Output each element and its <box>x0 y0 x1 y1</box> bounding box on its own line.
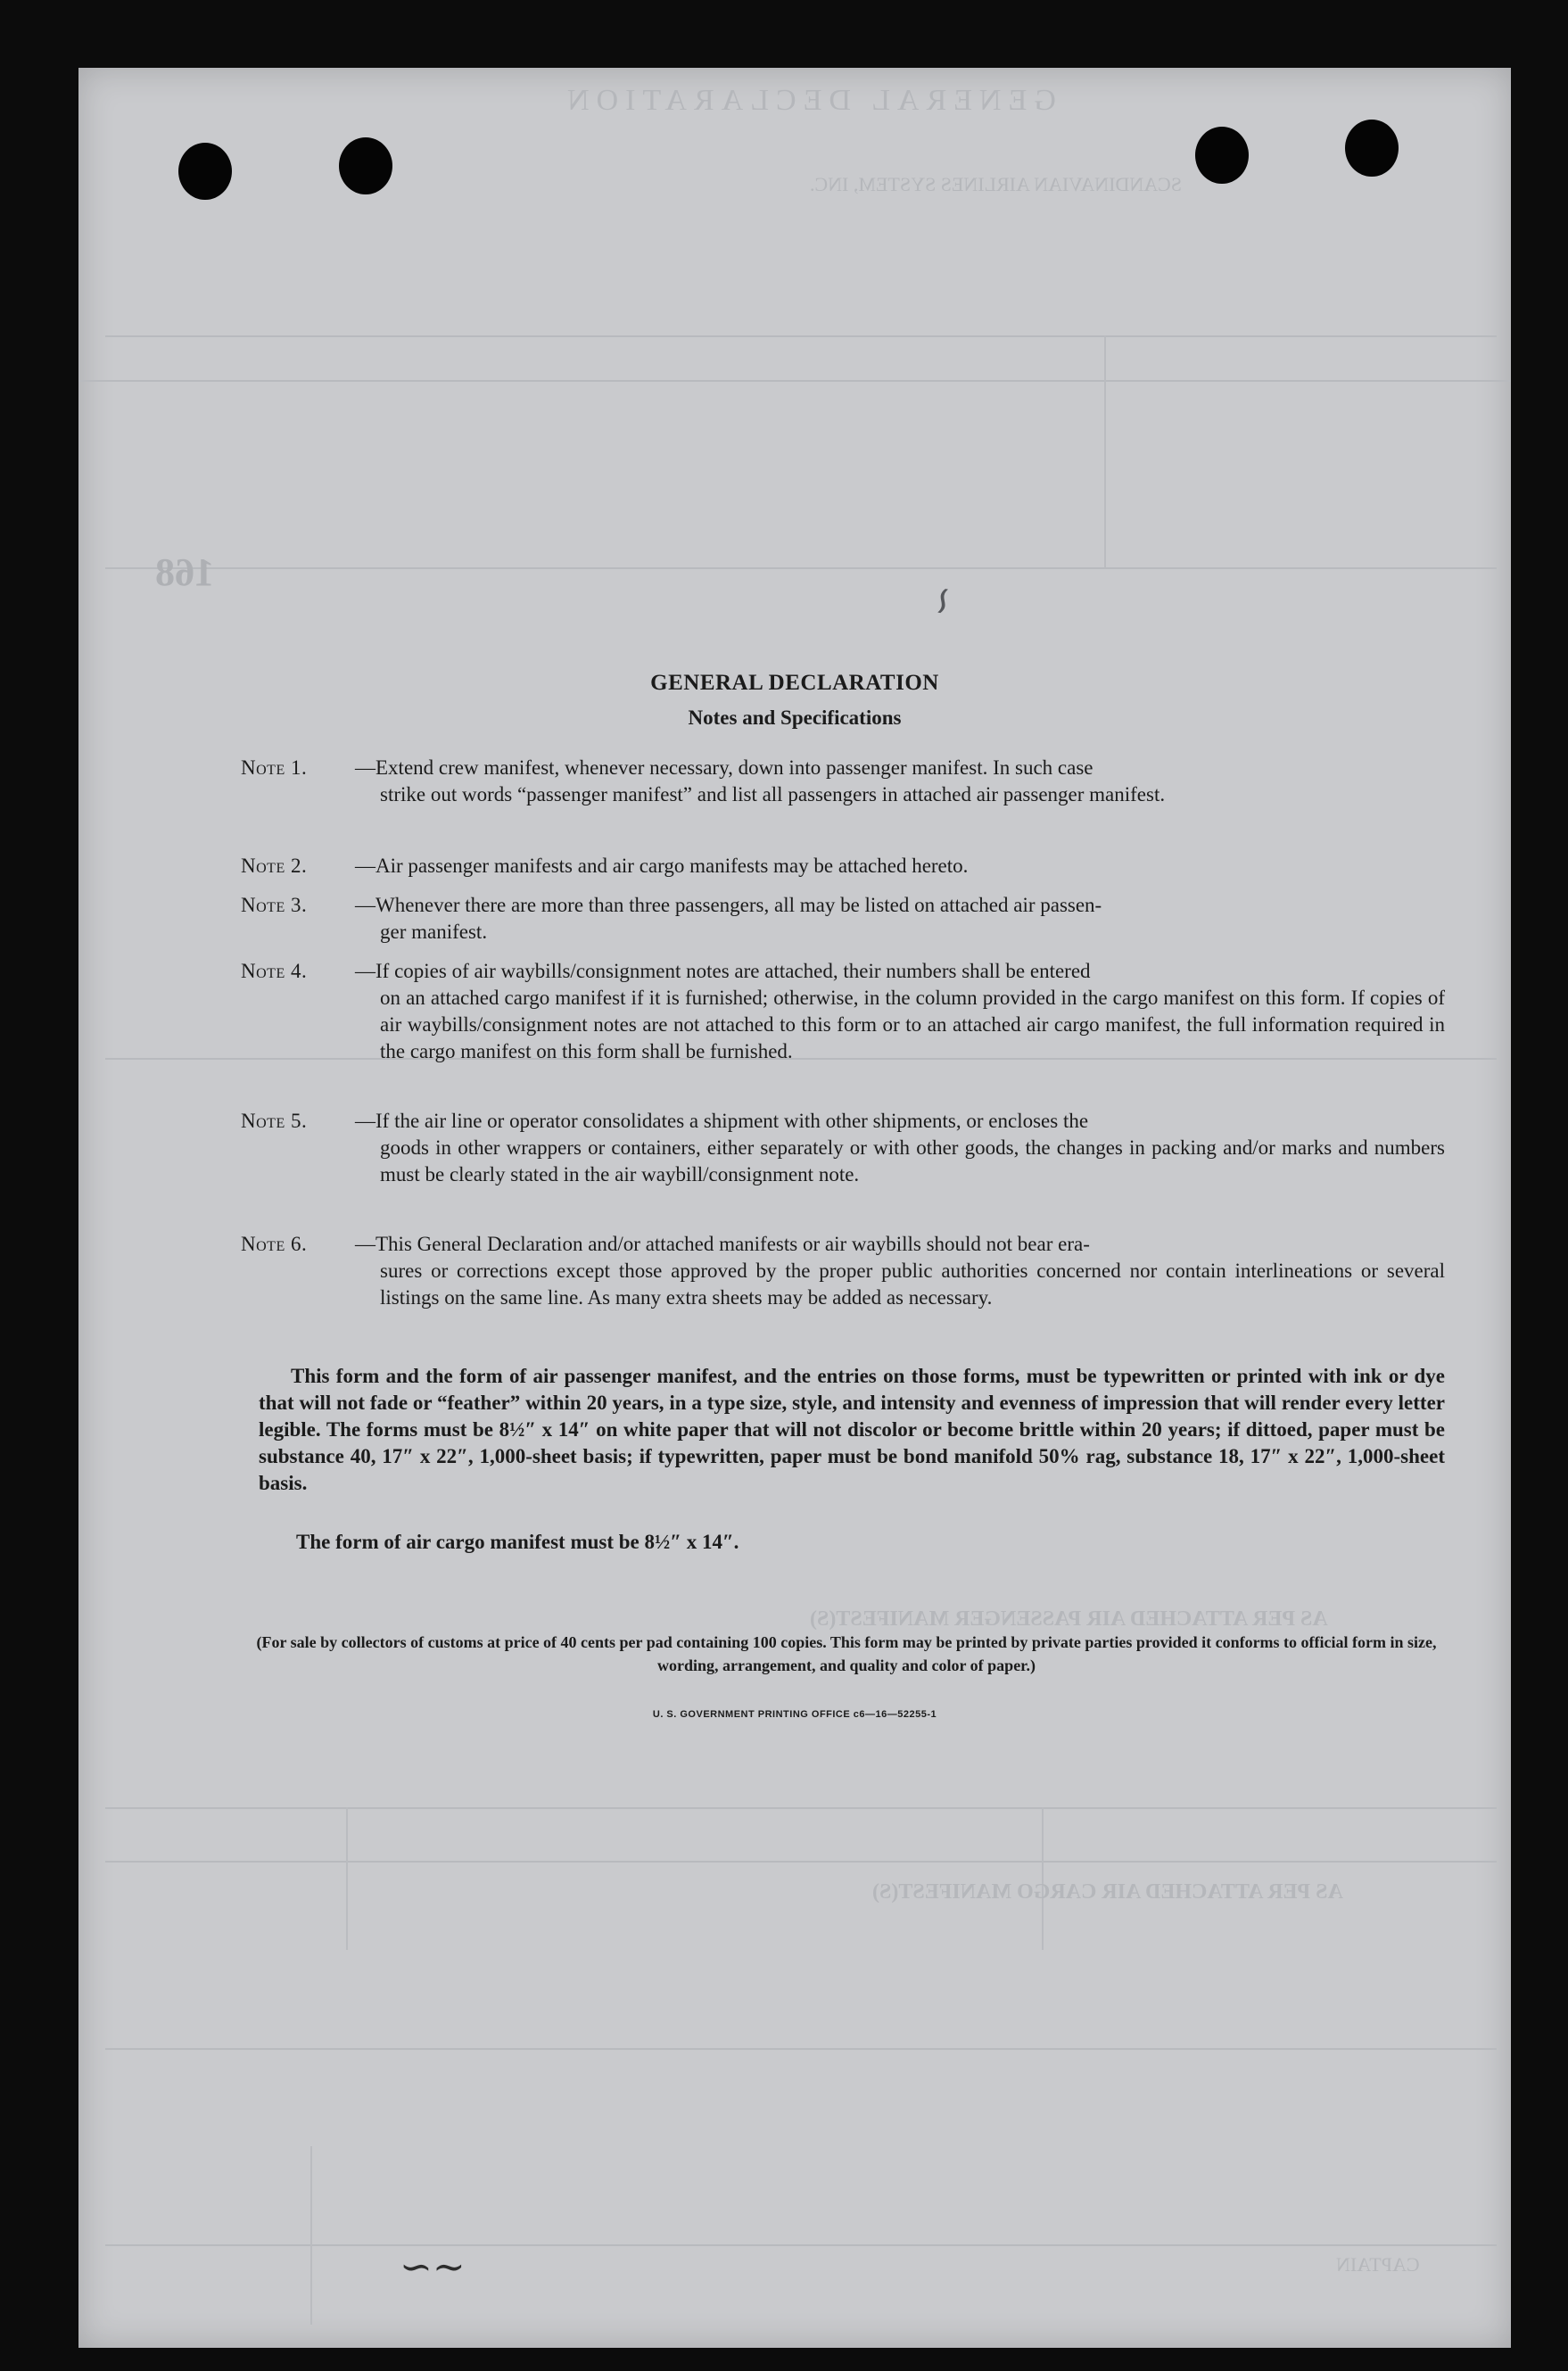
ghost-rule <box>1042 1807 1044 1950</box>
note-body: ger manifest. <box>380 921 488 943</box>
form-specifications-paragraph: This form and the form of air passenger manifest, and the entries on those forms, must be typewritten or printed with ink or dye that will not fade or “feather” within 20 years, in a type size, style, and intensity and evenness of impression that will render every letter legible. The forms must be 8½″ x 14″ on white paper that will not discolor or become brittle within 20 years; if dittoed, paper must be substance 40, 17″ x 22″, 1,000-sheet basis; if typewritten, paper must be bond manifold 50% rag, substance 18, 17″ x 22″, 1,000-sheet basis. <box>259 1365 1445 1494</box>
note-first-line: —Whenever there are more than three passengers, all may be listed on attached air passen- <box>355 894 1102 916</box>
ghost-rule <box>105 1807 1497 1809</box>
punch-hole-4 <box>1345 120 1399 177</box>
ghost-cargo-stamp: AS PER ATTACHED AIR CARGO MANIFEST(S) <box>872 1880 1343 1904</box>
ghost-rule <box>105 1861 1497 1863</box>
note-body: on an attached cargo manifest if it is furnished; otherwise, in the column provided in the cargo manifest on this form. If copies of air waybills/consignment notes are not attached to this form or to an attached air cargo manifest, the full information required in the cargo manifest on this form shall be furnished. <box>380 987 1445 1062</box>
ghost-rule <box>105 2048 1497 2050</box>
ghost-stamp-number: 168 <box>155 550 214 594</box>
note-body: sures or corrections except those approved by the proper public authorities concerned nor contain interlineations or several listings on the same line. As many extra sheets may be added as necessary. <box>380 1260 1445 1309</box>
ghost-rule <box>105 335 1497 337</box>
note-first-line: —Extend crew manifest, whenever necessary, down into passenger manifest. In such case <box>355 756 1093 779</box>
ghost-rule <box>346 1807 348 1950</box>
punch-hole-2 <box>339 137 392 194</box>
ghost-rule <box>78 380 1511 382</box>
document-title: GENERAL DECLARATION <box>650 671 939 695</box>
printer-line: U. S. GOVERNMENT PRINTING OFFICE c6—16—52255-1 <box>652 1709 937 1720</box>
note-first-line: —If the air line or operator consolidates a shipment with other shipments, or encloses the <box>355 1110 1089 1132</box>
punch-hole-3 <box>1195 127 1249 184</box>
note-first-line: —Air passenger manifests and air cargo manifests may be attached hereto. <box>355 855 969 877</box>
note-3 <box>241 892 1445 946</box>
sale-notice: (For sale by collectors of customs at price of 40 cents per pad containing 100 copies. This form may be printed by private parties provided it conforms to official form in size, wording, arrangement, and quality and color of paper.) <box>256 1633 1437 1674</box>
note-4 <box>241 958 1445 1065</box>
ghost-rule <box>105 2244 1497 2246</box>
ghost-airline: SCANDINAVIAN AIRLINES SYSTEM, INC. <box>810 173 1183 195</box>
ghost-rule <box>310 2146 312 2325</box>
pencil-signature: ∽∼ <box>400 2244 466 2290</box>
ghost-passenger-stamp: AS PER ATTACHED AIR PASSENGER MANIFEST(S) <box>810 1607 1328 1631</box>
ghost-rule <box>1104 335 1106 567</box>
note-first-line: —If copies of air waybills/consignment notes are attached, their numbers shall be entered <box>355 960 1091 982</box>
note-label: Note 4. <box>241 960 308 982</box>
note-label: Note 6. <box>241 1233 308 1255</box>
note-label: Note 2. <box>241 855 308 877</box>
note-label: Note 5. <box>241 1110 308 1132</box>
note-first-line: —This General Declaration and/or attached manifests or air waybills should not bear era- <box>355 1233 1090 1255</box>
pencil-mark: ∽ <box>917 580 968 622</box>
note-2 <box>241 853 1445 880</box>
punch-hole-1 <box>178 143 232 200</box>
note-6 <box>241 1231 1445 1311</box>
ghost-captain: CAPTAIN <box>1336 2253 1420 2276</box>
note-body: strike out words “passenger manifest” and list all passengers in attached air passenger manifest. <box>380 783 1166 805</box>
note-label: Note 1. <box>241 756 308 779</box>
cargo-manifest-size-line: The form of air cargo manifest must be 8½″ x 14″. <box>296 1531 739 1553</box>
note-1 <box>241 755 1445 808</box>
note-5 <box>241 1108 1445 1188</box>
document-subtitle: Notes and Specifications <box>688 706 902 729</box>
note-body: goods in other wrappers or containers, either separately or with other goods, the changes in packing and/or marks and numbers must be clearly stated in the air waybill/consignment note. <box>380 1136 1445 1186</box>
ghost-rule <box>105 567 1497 569</box>
note-label: Note 3. <box>241 894 308 916</box>
ghost-header-title: GENERAL DECLARATION <box>560 84 1056 117</box>
document-page <box>78 68 1511 2348</box>
